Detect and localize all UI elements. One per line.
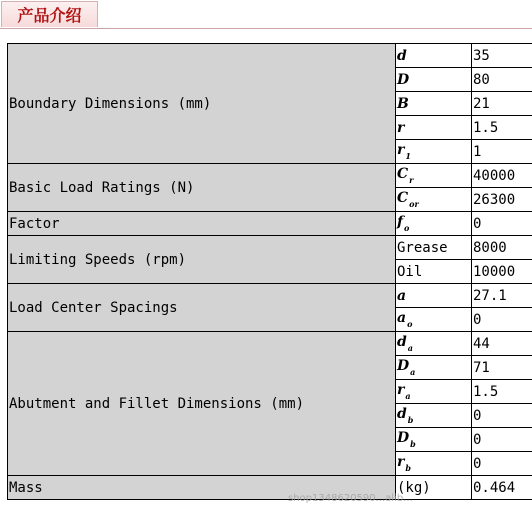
symbol-cell [396, 260, 472, 284]
symbol-text: r [397, 142, 405, 158]
category-label: Abutment and Fillet Dimensions (mm) [8, 332, 396, 476]
symbol-subscript: b [405, 463, 411, 473]
symbol-subscript: 1 [405, 151, 411, 161]
value-cell: 35 [472, 44, 532, 68]
symbol-text: f [397, 214, 404, 230]
symbol-text: Grease [397, 239, 448, 256]
symbol-subscript: b [410, 439, 416, 449]
symbol-cell [396, 308, 472, 332]
symbol-cell [396, 236, 472, 260]
watermark: shop1348620590...alib... [288, 493, 413, 504]
symbol-cell [396, 188, 472, 212]
symbol-subscript: a [410, 367, 416, 377]
symbol-text: a [397, 310, 407, 326]
symbol-subscript: b [407, 415, 414, 425]
symbol-subscript: a [405, 391, 411, 401]
symbol-cell [396, 332, 472, 356]
table-row [8, 44, 532, 68]
symbol-cell [396, 68, 472, 92]
symbol-subscript: o [404, 223, 410, 233]
symbol-cell [396, 116, 472, 140]
value-cell: 0 [472, 452, 532, 476]
symbol-text: D [397, 71, 410, 88]
table-row [8, 236, 532, 260]
value-cell: 26300 [472, 188, 532, 212]
symbol-cell [396, 212, 472, 236]
value-cell: 27.1 [472, 284, 532, 308]
symbol-cell [396, 44, 472, 68]
value-cell: 71 [472, 356, 532, 380]
value-cell: 44 [472, 332, 532, 356]
spec-table [7, 43, 532, 500]
value-cell: 10000 [472, 260, 532, 284]
value-cell: 1 [472, 140, 532, 164]
category-label: Factor [8, 212, 396, 236]
symbol-text: r [397, 119, 405, 136]
value-cell: 0 [472, 404, 532, 428]
symbol-text: d [397, 406, 407, 422]
symbol-text: B [397, 95, 409, 112]
symbol-text: r [397, 382, 405, 398]
mass-value: 0.464 [472, 476, 532, 500]
symbol-cell [396, 428, 472, 452]
symbol-subscript: a [407, 343, 413, 353]
symbol-cell [396, 284, 472, 308]
value-cell: 0 [472, 308, 532, 332]
symbol-subscript: r [409, 175, 414, 185]
table-row [8, 164, 532, 188]
value-cell: 80 [472, 68, 532, 92]
symbol-cell [396, 356, 472, 380]
symbol-cell [396, 164, 472, 188]
symbol-cell [396, 140, 472, 164]
symbol-text: a [397, 287, 407, 304]
symbol-subscript: or [409, 199, 419, 209]
category-label: Boundary Dimensions (mm) [8, 44, 396, 164]
symbol-text: C [397, 166, 409, 182]
symbol-text: d [397, 334, 407, 350]
symbol-text: C [397, 190, 409, 206]
value-cell: 1.5 [472, 380, 532, 404]
category-label: Basic Load Ratings (N) [8, 164, 396, 212]
symbol-cell [396, 380, 472, 404]
symbol-text: Oil [397, 263, 423, 280]
tab-bar [0, 0, 532, 29]
category-label: Limiting Speeds (rpm) [8, 236, 396, 284]
tab-product-intro[interactable]: 产品介绍 [1, 1, 98, 27]
symbol-cell [396, 452, 472, 476]
mass-unit: (kg) [396, 476, 472, 500]
symbol-text: r [397, 454, 405, 470]
value-cell: 0 [472, 212, 532, 236]
symbol-text: D [397, 430, 410, 446]
table-row [8, 284, 532, 308]
value-cell: 8000 [472, 236, 532, 260]
value-cell: 21 [472, 92, 532, 116]
symbol-cell [396, 404, 472, 428]
mass-row [8, 476, 532, 500]
mass-label: Mass [8, 476, 396, 500]
value-cell: 1.5 [472, 116, 532, 140]
category-label: Load Center Spacings [8, 284, 396, 332]
symbol-subscript: o [407, 319, 413, 329]
table-row [8, 212, 532, 236]
symbol-text: D [397, 358, 410, 374]
value-cell: 40000 [472, 164, 532, 188]
table-row [8, 332, 532, 356]
symbol-text: d [397, 47, 407, 64]
value-cell: 0 [472, 428, 532, 452]
symbol-cell [396, 92, 472, 116]
